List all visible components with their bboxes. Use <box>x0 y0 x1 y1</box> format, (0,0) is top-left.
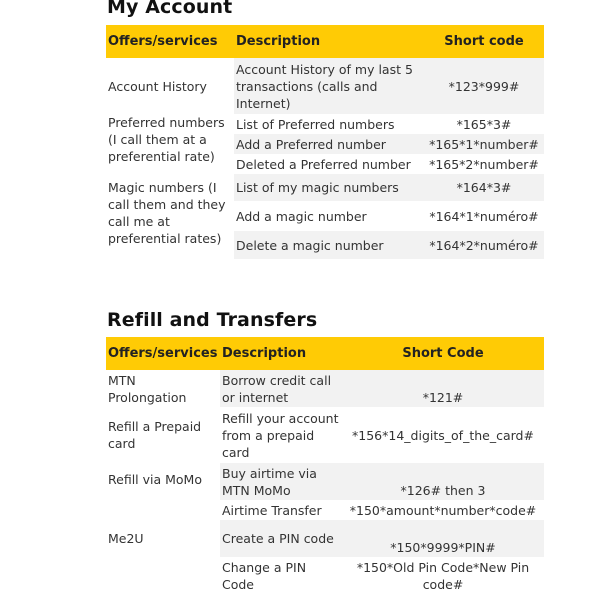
code-cell: *156*14_digits_of_the_card# <box>342 407 544 463</box>
header-offers-services: Offers/services <box>106 25 234 58</box>
service-cell: MTN Prolongation <box>106 370 220 407</box>
table-row <box>106 58 544 114</box>
service-cell: Account History <box>106 58 234 114</box>
service-cell: Refill a Prepaid card <box>106 407 220 463</box>
description-cell: Deleted a Preferred number <box>234 154 424 174</box>
table-row <box>106 520 544 557</box>
table-header-row <box>106 25 544 58</box>
description-cell: Create a PIN code <box>220 520 342 557</box>
description-cell: Add a magic number <box>234 201 424 231</box>
header-description: Description <box>234 25 424 58</box>
my-account-table <box>106 25 544 259</box>
table-row <box>106 463 544 500</box>
code-cell: *164*2*numéro# <box>424 231 544 259</box>
code-cell: *123*999# <box>424 58 544 114</box>
code-cell: *126# then 3 <box>342 463 544 500</box>
code-cell: *164*3# <box>424 174 544 201</box>
description-cell: Airtime Transfer <box>220 500 342 520</box>
description-cell: Borrow credit call or internet <box>220 370 342 407</box>
code-cell: *164*1*numéro# <box>424 201 544 231</box>
table-header-row <box>106 337 544 370</box>
description-cell: Add a Preferred number <box>234 134 424 154</box>
description-cell: Refill your account from a prepaid card <box>220 407 342 463</box>
description-cell: Account History of my last 5 transactions (calls and Internet) <box>234 58 424 114</box>
service-cell: Preferred numbers (I call them at a preferential rate) <box>106 114 234 174</box>
code-cell: *165*3# <box>424 114 544 134</box>
refill-transfers-table <box>106 337 544 594</box>
service-cell: Magic numbers (I call them and they call me at preferential rates) <box>106 174 234 259</box>
header-description: Description <box>220 337 342 370</box>
description-cell: List of Preferred numbers <box>234 114 424 134</box>
description-cell: List of my magic numbers <box>234 174 424 201</box>
header-short-code: Short code <box>424 25 544 58</box>
code-cell: *150*Old Pin Code*New Pin code# <box>342 557 544 594</box>
service-cell: Me2U <box>106 520 220 594</box>
table-row <box>106 407 544 463</box>
table-row <box>106 114 544 134</box>
code-cell: *150*amount*number*code# <box>342 500 544 520</box>
code-cell: *165*1*number# <box>424 134 544 154</box>
table-row <box>106 370 544 407</box>
header-short-code: Short Code <box>342 337 544 370</box>
code-cell: *165*2*number# <box>424 154 544 174</box>
description-cell: Buy airtime via MTN MoMo <box>220 463 342 500</box>
code-cell: *150*9999*PIN# <box>342 520 544 557</box>
service-cell: Refill via MoMo <box>106 463 220 520</box>
table-row <box>106 174 544 201</box>
description-cell: Change a PIN Code <box>220 557 342 594</box>
refill-transfers-title: Refill and Transfers <box>107 309 318 331</box>
header-offers-services: Offers/services <box>106 337 220 370</box>
my-account-title: My Account <box>107 0 233 18</box>
code-cell: *121# <box>342 370 544 407</box>
description-cell: Delete a magic number <box>234 231 424 259</box>
